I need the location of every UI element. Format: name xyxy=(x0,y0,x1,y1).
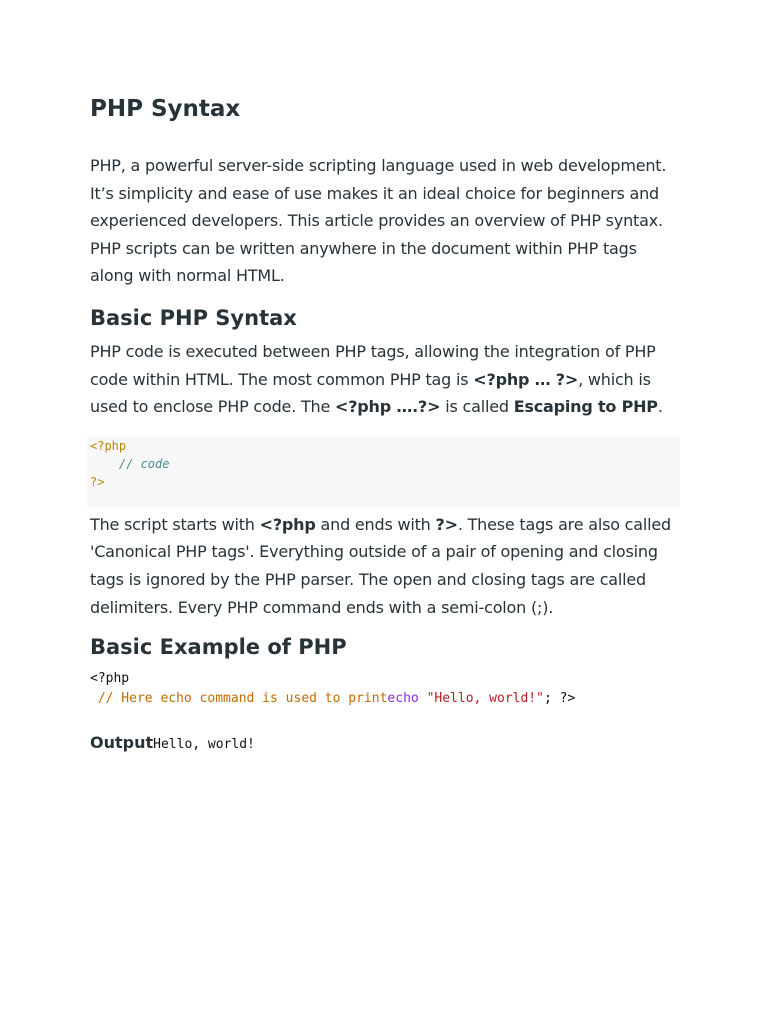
code-line-close-tag: ?> xyxy=(90,474,105,489)
code-line-open-tag: <?php xyxy=(90,438,127,453)
bold-escaping-term: Escaping to PHP xyxy=(513,397,658,417)
example-keyword: echo xyxy=(387,691,419,707)
example-end: ; ?> xyxy=(543,691,576,707)
example-space xyxy=(419,691,427,706)
section-heading-example: Basic Example of PHP xyxy=(90,635,347,660)
code-line-comment: // code xyxy=(90,456,170,471)
intro-paragraph: PHP, a powerful server-side scripting language used in web development. It’s simplicity and ease of use makes it an ideal choice for beginners and experienced developers. This article provides an overview of PHP syntax. PHP scripts can be written anywhere in the document within PHP tags along with normal HTML. xyxy=(90,156,667,286)
example-line-echo xyxy=(90,689,680,709)
text-run: PHP code is executed between PHP tags, allowing the integration of PHP code within HTML. The most common PHP tag is xyxy=(90,341,656,389)
code-block-syntax[interactable] xyxy=(87,436,680,508)
output-row xyxy=(90,732,680,756)
output-label: Output xyxy=(90,733,154,753)
page-title: PHP Syntax xyxy=(90,96,241,122)
text-run: , which is used to enclose PHP code. The xyxy=(90,369,651,417)
tags-explanation-paragraph xyxy=(90,511,680,621)
text-run: is called xyxy=(440,397,514,417)
text-run: and ends with xyxy=(315,514,436,534)
bold-open-tag: <?php xyxy=(259,514,316,534)
text-run: The script starts with xyxy=(90,514,260,534)
text-run: . xyxy=(657,397,663,417)
output-value: Hello, world! xyxy=(153,737,255,753)
text-run: . These tags are also called 'Canonical PHP tags'. Everything outside of a pair of opening and closing tags is ignored by the PHP parser. The open and closing tags are called delimiters. Every PHP command ends with a semi-colon (;). xyxy=(90,514,671,617)
bold-php-tag-alt: <?php ….?> xyxy=(335,397,441,417)
bold-close-tag: ?> xyxy=(435,514,458,534)
example-string: "Hello, world!" xyxy=(426,691,544,707)
bold-php-tag: <?php … ?> xyxy=(473,369,579,389)
article-content xyxy=(90,94,680,756)
example-code[interactable] xyxy=(90,669,680,709)
example-line-open: <?php xyxy=(90,671,130,687)
basic-syntax-paragraph xyxy=(90,338,680,421)
example-comment: // Here echo command is used to print xyxy=(90,691,388,707)
section-heading-basic-syntax: Basic PHP Syntax xyxy=(90,305,297,330)
